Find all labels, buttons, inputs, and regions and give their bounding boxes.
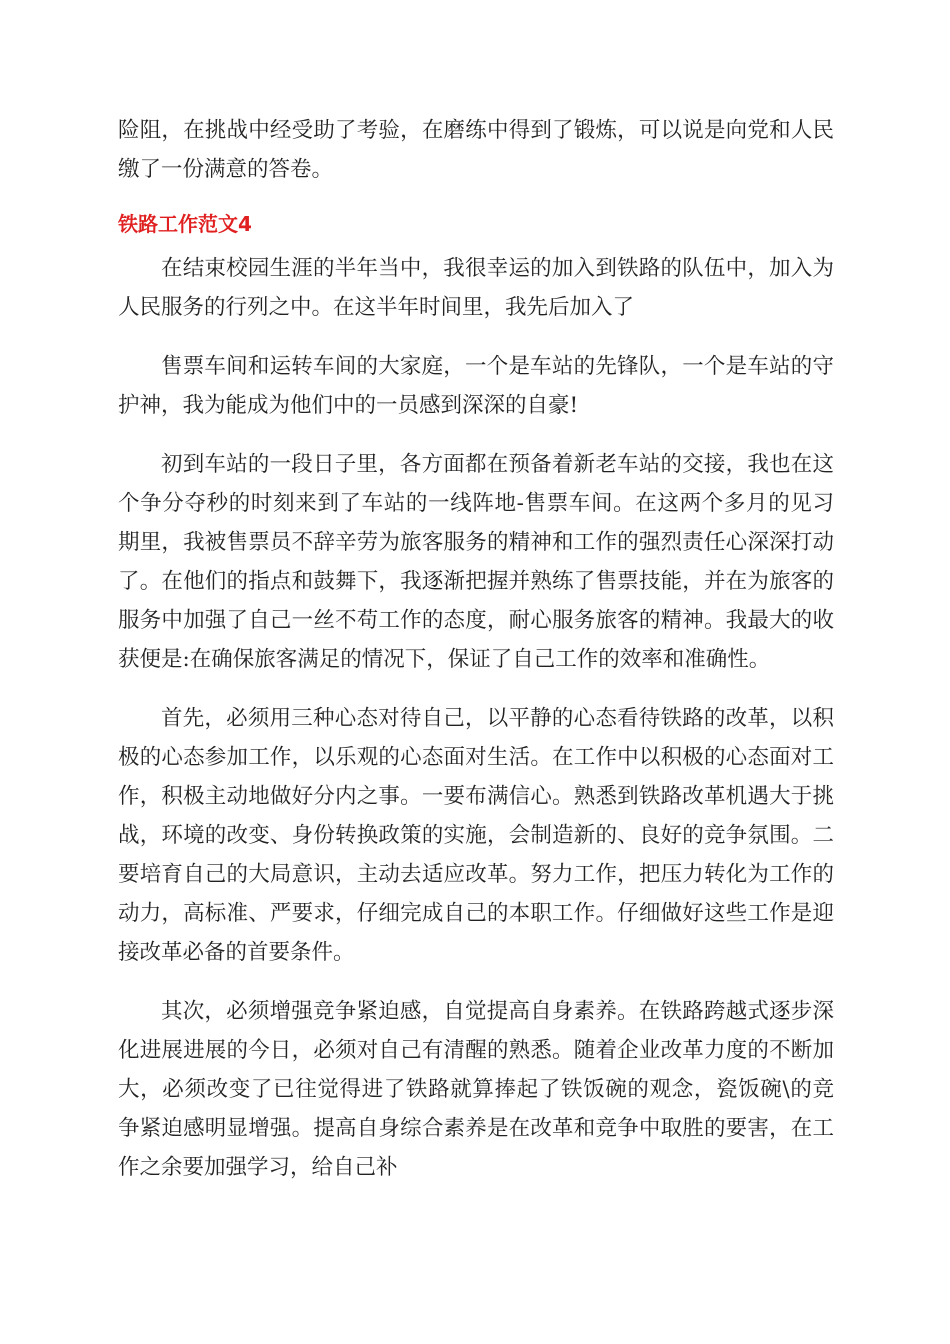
section-heading: 铁路工作范文4 <box>118 212 252 236</box>
document-body <box>118 111 834 1207</box>
body-paragraph-1: 在结束校园生涯的半年当中，我很幸运的加入到铁路的队伍中，加入为人民服务的行列之中。在这半年时间里，我先后加入了 <box>118 256 834 320</box>
body-paragraph-5: 其次，必须增强竞争紧迫感，自觉提高自身素养。在铁路跨越式逐步深化进展进展的今日，必须对自己有清醒的熟悉。随着企业改革力度的不断加大，必须改变了已往觉得进了铁路就算捧起了铁饭碗的观念，瓷饭碗\的竞争紧迫感明显增强。提高自身综合素养是在改革和竞争中取胜的要害，在工作之余要加强学习，给自己补 <box>118 999 834 1180</box>
body-paragraph-4: 首先，必须用三种心态对待自己，以平静的心态看待铁路的改革，以积极的心态参加工作，以乐观的心态面对生活。在工作中以积极的心态面对工作，积极主动地做好分内之事。一要布满信心。熟悉到铁路改革机遇大于挑战，环境的改变、身份转换政策的实施，会制造新的、良好的竞争氛围。二要培育自己的大局意识，主动去适应改革。努力工作，把压力转化为工作的动力，高标准、严要求，仔细完成自己的本职工作。仔细做好这些工作是迎接改革必备的首要条件。 <box>118 706 834 965</box>
continuation-paragraph: 险阻，在挑战中经受助了考验，在磨练中得到了锻炼，可以说是向党和人民缴了一份满意的答卷。 <box>118 118 834 182</box>
body-paragraph-3: 初到车站的一段日子里，各方面都在预备着新老车站的交接，我也在这个争分夺秒的时刻来到了车站的一线阵地-售票车间。在这两个多月的见习期里，我被售票员不辞辛劳为旅客服务的精神和工作的强烈责任心深深打动了。在他们的指点和鼓舞下，我逐渐把握并熟练了售票技能，并在为旅客的服务中加强了自己一丝不苟工作的态度，耐心服务旅客的精神。我最大的收获便是:在确保旅客满足的情况下，保证了自己工作的效率和准确性。 <box>118 452 834 672</box>
body-paragraph-2: 售票车间和运转车间的大家庭，一个是车站的先锋队，一个是车站的守护神，我为能成为他们中的一员感到深深的自豪! <box>118 354 834 418</box>
